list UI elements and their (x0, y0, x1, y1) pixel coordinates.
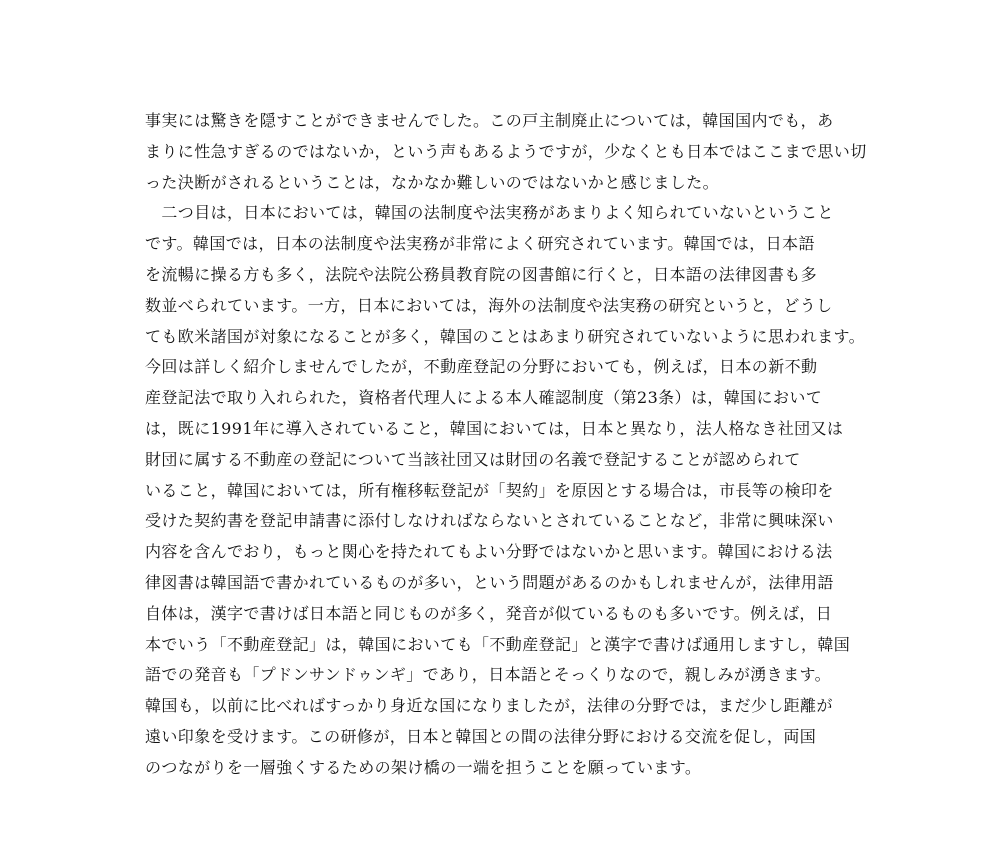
text-line-19: 語での発音も「プドンサンドゥンギ」であり，日本語とそっくりなので，親しみが湧きます。 (145, 665, 832, 685)
text-line-13: いること，韓国においては，所有権移転登記が「契約」を原因とする場合は，市長等の検印を (145, 480, 834, 500)
text-line-10: 産登記法で取り入れられた，資格者代理人による本人確認制度（第23条）は，韓国において (145, 388, 823, 408)
text-line-17: 自体は，漢字で書けば日本語と同じものが多く，発音が似ているものも多いです。例えば，日 (145, 603, 833, 623)
text-line-8: ても欧米諸国が対象になることが多く，韓国のことはあまり研究されていないように思われます。 (145, 326, 866, 346)
text-line-20: 韓国も，以前に比べればすっかり身近な国になりましたが，法律の分野では，まだ少し距離が (145, 696, 833, 716)
text-line-21: 遠い印象を受けます。この研修が，日本と韓国との間の法律分野における交流を促し，両国 (145, 726, 817, 746)
text-line-1: 事実には驚きを隠すことができませんでした。この戸主制廃止については，韓国国内でも，あ (145, 111, 834, 130)
text-line-7: 数並べられています。一方，日本においては，海外の法制度や法実務の研究というと，どうし (145, 295, 833, 315)
text-line-11: は，既に1991年に導入されていること，韓国においては，日本と異なり，法人格なき社団又は (145, 418, 844, 438)
text-line-15: 内容を含んでおり，もっと関心を持たれてもよい分野ではないかと思います。韓国における法 (145, 542, 833, 562)
text-line-2: まりに性急すぎるのではないか，という声もあるようですが，少なくとも日本ではここまで思い切 (145, 141, 867, 161)
text-line-5: です。韓国では，日本の法制度や法実務が非常によく研究されています。韓国では，日本語 (145, 234, 815, 254)
text-line-9: 今回は詳しく紹介しませんでしたが，不動産登記の分野においても，例えば，日本の新不動 (145, 357, 818, 377)
text-line-14: 受けた契約書を登記申請書に添付しなければならないとされていることなど，非常に興味深い (145, 511, 834, 531)
text-line-22: のつながりを一層強くするための架け橋の一端を担うことを願っています。 (145, 757, 702, 777)
text-line-18: 本でいう「不動産登記」は，韓国においても「不動産登記」と漢字で書けば通用しますし，韓国 (145, 634, 851, 654)
text-line-6: を流暢に操る方も多く，法院や法院公務員教育院の図書館に行くと，日本語の法律図書も多 (145, 264, 818, 284)
text-line-4: 二つ目は，日本においては，韓国の法制度や法実務があまりよく知られていないということ (145, 203, 834, 223)
text-line-12: 財団に属する不動産の登記について当該社団又は財団の名義で登記することが認められて (145, 449, 801, 469)
body-text (145, 106, 885, 784)
text-line-16: 律図書は韓国語で書かれているものが多い，という問題があるのかもしれませんが，法律用語 (145, 572, 834, 592)
text-line-3: った決断がされるということは，なかなか難しいのではないかと感じました。 (145, 172, 720, 192)
